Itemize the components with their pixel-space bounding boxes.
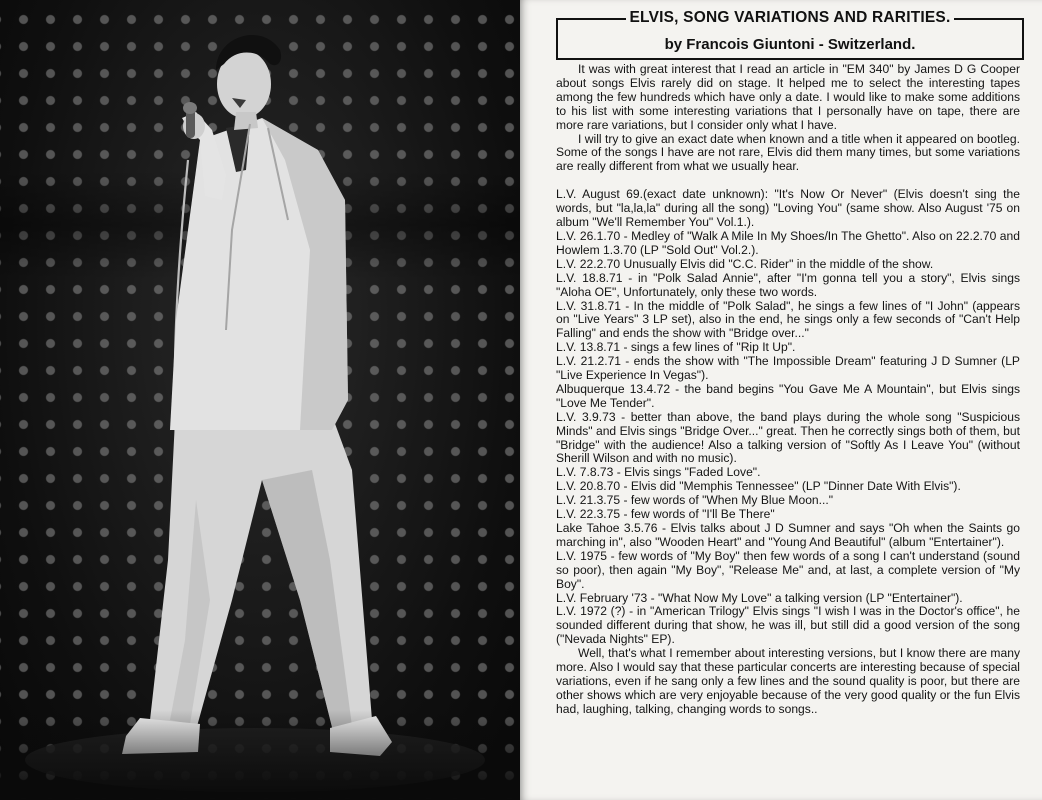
article-title-line bbox=[558, 9, 1022, 27]
concert-entry: L.V. 22.2.70 Unusually Elvis did "C.C. Rider" in the middle of the show. bbox=[556, 256, 934, 271]
performer-photo bbox=[0, 0, 520, 800]
concert-entry: L.V. February '73 - "What Now My Love" a talking version (LP "Entertainer"). bbox=[556, 590, 963, 605]
concert-entry: L.V. 26.1.70 - Medley of "Walk A Mile In My Shoes/In The Ghetto". Also on 22.2.70 and Howlem 1.3.70 (LP "Sold Out" Vol.2.). bbox=[556, 228, 1020, 257]
concert-entry: L.V. 3.9.73 - better than above, the band plays during the whole song "Suspicious Minds" and Elvis sings "Bridge Over..." great. Then he correctly sings both of them, but "Bridge" with the audience! Also a talking version of "Softly As I Leave You" (without Sherill Wilson and with no music). bbox=[556, 409, 1020, 466]
concert-entry: L.V. 21.3.75 - few words of "When My Blue Moon..." bbox=[556, 493, 834, 508]
article-byline: by Francois Giuntoni - Switzerland. bbox=[661, 36, 920, 53]
concert-entry: L.V. 1975 - few words of "My Boy" then few words of a song I can't understand (sound so poor), then again "My Boy", "Release Me" and, at last, a complete version of "My Boy". bbox=[556, 548, 1020, 591]
title-frame bbox=[556, 9, 1024, 60]
closing-paragraph: Well, that's what I remember about interesting versions, but I know there are many more. Also I would say that these particular concerts are interesting because of special variations, even if he sang only a few lines and the sound quality is poor, but there are other shows which are very enjoyable because of the very good quality or the fun Elvis had, laughing, talking, changing words to songs.. bbox=[556, 646, 1020, 716]
article-page bbox=[520, 0, 1042, 800]
intro-paragraph: It was with great interest that I read an article in "EM 340" by James D G Cooper about songs Elvis rarely did on stage. It helped me to select the interesting tapes among the few hundreds which have only a date. I would like to make some additions to his list with some interesting variations that I personally have on tape, there are more rare variations, but I consider only what I have. bbox=[556, 62, 1020, 132]
concert-entry: L.V. 21.2.71 - ends the show with "The Impossible Dream" featuring J D Sumner (LP "Live Experience In Vegas"). bbox=[556, 354, 1020, 383]
concert-entry: L.V. 7.8.73 - Elvis sings "Faded Love". bbox=[556, 465, 761, 480]
article-title: ELVIS, SONG VARIATIONS AND RARITIES. bbox=[626, 9, 955, 26]
concert-entry: L.V. 22.3.75 - few words of "I'll Be There" bbox=[556, 507, 775, 522]
concert-entry: L.V. 20.8.70 - Elvis did "Memphis Tennessee" (LP "Dinner Date With Elvis"). bbox=[556, 479, 961, 494]
intro-paragraph: I will try to give an exact date when known and a title when it appeared on bootleg. Some of the songs I have are not rare, Elvis did them many times, but some variations are really different from what we usually hear. bbox=[556, 131, 1020, 174]
concert-entry: L.V. 1972 (?) - in "American Trilogy" Elvis sings "I wish I was in the Doctor's office", he sounded different during that show, he was ill, but still did a good version of the song ("Nevada Nights" EP). bbox=[556, 604, 1020, 647]
concert-entry: Albuquerque 13.4.72 - the band begins "You Gave Me A Mountain", but Elvis sings "Love Me Tender". bbox=[556, 381, 1020, 410]
photo-page bbox=[0, 0, 520, 800]
paragraph-gap bbox=[556, 174, 1020, 188]
concert-entry: L.V. 31.8.71 - In the middle of "Polk Salad", he sings a few lines of "I John" (appears on "Live Years" 3 LP set), also in the end, he sings only a few seconds of "Can't Help Falling" and ends the show with "Bridge over..." bbox=[556, 298, 1020, 341]
concert-entry: L.V. 18.8.71 - in "Polk Salad Annie", after "I'm gonna tell you a story", Elvis sings "Aloha OE", Unfortunately, only these two words. bbox=[556, 270, 1020, 299]
concert-entry: Lake Tahoe 3.5.76 - Elvis talks about J D Sumner and says "Oh when the Saints go marching in", also "Wooden Heart" and "Young And Beautiful" (album "Entertainer"). bbox=[556, 521, 1020, 549]
article-body bbox=[556, 63, 1020, 717]
concert-entry: L.V. 13.8.71 - sings a few lines of "Rip It Up". bbox=[556, 340, 796, 355]
article-byline-line bbox=[558, 36, 1022, 53]
concert-entry: L.V. August 69.(exact date unknown): "It's Now Or Never" (Elvis doesn't sing the words, but "la,la,la" during all the song) "Loving You" (same show. Also August '75 on album "We'll Remember You" Vol.1.). bbox=[556, 187, 1020, 230]
